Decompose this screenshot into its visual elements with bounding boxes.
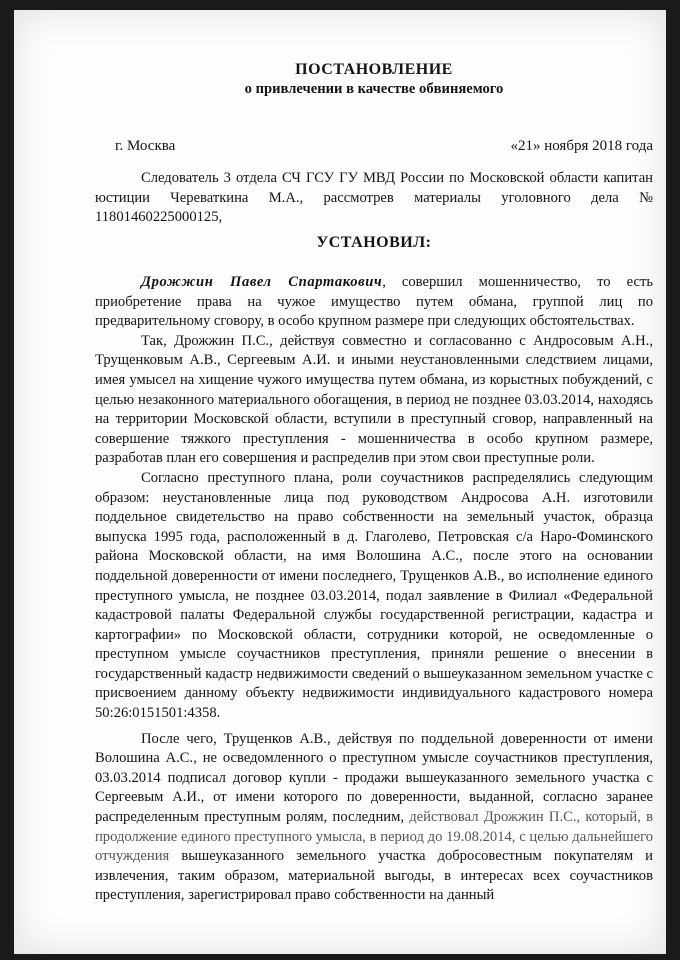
- document-title: ПОСТАНОВЛЕНИЕ: [295, 61, 453, 78]
- accused-name: Дрожжин Павел Спартакович: [141, 274, 383, 290]
- document-city: г. Москва: [115, 138, 176, 154]
- paragraph-4-part-2: действовал Дрожжин П.С., который, в продолжение единого преступного умысла, в период до 19.08.2014, с целью дальнейшего отчуждения: [95, 809, 654, 865]
- document-body: [95, 273, 653, 906]
- paragraph-4: [95, 730, 653, 906]
- intro-text: Следователь 3 отдела СЧ ГСУ ГУ МВД России по Московской области капитан юстиции Череваткина М.А., рассмотрев материалы уголовного дела № 11801460225000125,: [95, 170, 653, 226]
- paragraph-1-text: , совершил мошенничество, то есть приобретение права на чужое имущество путем обмана, группой лиц по предварительному сговору, в особо крупном размере при следующих обстоятельствах.: [95, 274, 653, 330]
- paragraph-1: [95, 273, 653, 332]
- document-page: [14, 10, 666, 954]
- established-heading: УСТАНОВИЛ:: [316, 234, 432, 251]
- document-date: «21» ноября 2018 года: [510, 138, 653, 154]
- paragraph-4-part-3: вышеуказанного земельного участка добросовестным покупателям и извлечения, таким образом, материальной выгоды, в интересах всех соучастников преступления, зарегистрировал право собственности на данный: [95, 848, 653, 904]
- intro-paragraph: [95, 169, 653, 228]
- paragraph-4-part-1: После чего, Трущенков А.В., действуя по поддельной доверенности от имени Волошина А.С., не осведомленного о преступном умысле соучастников преступления, 03.03.2014 подписал договор купли - продажи вышеуказанного земельного участка с Сергеевым А.И., от имени которого по доверенности, выданной, согласно заранее распределенным преступным ролям, последним,: [95, 730, 653, 826]
- paragraph-3: Согласно преступного плана, роли соучастников распределялись следующим образом: неустановленные лица под руководством Андросова А.Н. изготовили поддельное свидетельство на право собственности на земельный участок, образца выпуска 1995 года, расположенный в д. Глаголево, Петровская с/а Наро-Фоминского района Московской области, на имя Волошина А.С., после этого на основании поддельной доверенности от имени последнего, Трущенков А.В., во исполнение единого преступного умысла, не позднее 03.03.2014, подал заявление в Филиал «Федеральной кадастровой палаты Федеральной службы государственной регистрации, кадастра и картографии» по Московской области, сотрудники которой, не осведомленные о преступном умысле соучастников преступления, приняли решение о внесении в государственный кадастр недвижимости сведений о вышеуказанном земельном участке с присвоением данному объекту недвижимости индивидуального кадастрового номера 50:26:0151501:4358.: [95, 469, 653, 722]
- document-subtitle: о привлечении в качестве обвиняемого: [244, 81, 504, 97]
- place-date-line: [95, 137, 653, 157]
- paragraph-2: Так, Дрожжин П.С., действуя совместно и согласованно с Андросовым А.Н., Трущенковым А.В., Сергеевым А.И. и иными неустановленными следствием лицами, имея умысел на хищение чужого имущества путем обмана, из корыстных побуждений, с целью незаконного материального обогащения, в период не позднее 03.03.2014, находясь на территории Московской области, вступили в преступный сговор, направленный на совершение тяжкого преступления - мошенничества в особо крупном размере, разработав план его совершения и распределив при этом свои преступные роли.: [95, 332, 653, 467]
